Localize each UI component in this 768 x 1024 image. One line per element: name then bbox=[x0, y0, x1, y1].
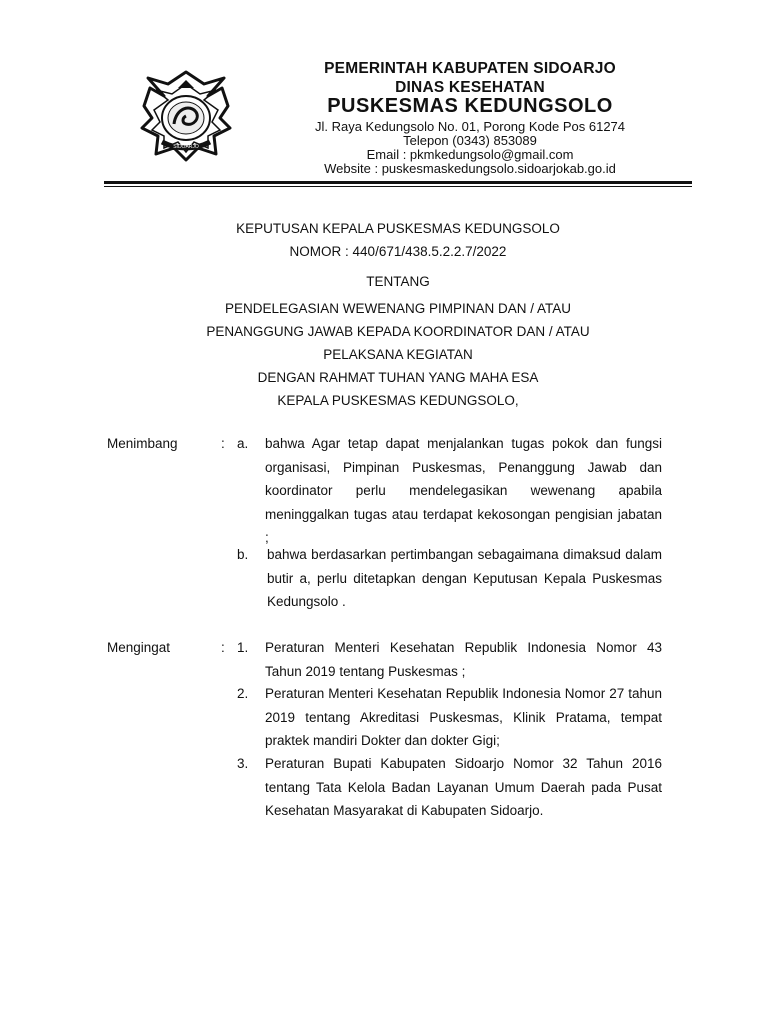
letterhead-institution: PUSKESMAS KEDUNGSOLO bbox=[327, 95, 613, 117]
list-marker: 2. bbox=[237, 686, 249, 701]
list-marker: b. bbox=[237, 547, 249, 562]
letterhead-divider-thin bbox=[104, 186, 692, 187]
decree-subject-line-3: PELAKSANA KEGIATAN bbox=[323, 347, 473, 362]
list-item-text: bahwa Agar tetap dapat menjalankan tugas pokok dan fungsi organisasi, Pimpinan Puskesmas, Penanggung Jawab dan koordinator perlu mendelegasikan wewenang apabila meninggalkan tugas atau terdapat kekosongan pengisian jabatan ; bbox=[265, 436, 662, 545]
section-label: Mengingat bbox=[107, 640, 171, 655]
section-colon: : bbox=[221, 640, 225, 655]
letterhead-phone: Telepon (0343) 853089 bbox=[403, 133, 537, 148]
list-item-text: Peraturan Bupati Kabupaten Sidoarjo Nomor 32 Tahun 2016 tentang Tata Kelola Badan Layanan Umum Daerah pada Pusat Kesehatan Masyarakat di Kabupaten Sidoarjo. bbox=[265, 756, 662, 818]
decree-about: TENTANG bbox=[366, 274, 430, 289]
letterhead-address: Jl. Raya Kedungsolo No. 01, Porong Kode Pos 61274 bbox=[314, 119, 626, 134]
decree-number: NOMOR : 440/671/438.5.2.2.7/2022 bbox=[289, 244, 507, 259]
section-colon: : bbox=[221, 436, 225, 451]
letterhead-email: Email : pkmkedungsolo@gmail.com bbox=[366, 147, 574, 162]
decree-title: KEPUTUSAN KEPALA PUSKESMAS KEDUNGSOLO bbox=[236, 221, 560, 236]
list-item-text: Peraturan Menteri Kesehatan Republik Indonesia Nomor 27 tahun 2019 tentang Akreditasi Puskesmas, Klinik Pratama, tempat praktek mandiri Dokter dan dokter Gigi; bbox=[265, 686, 662, 748]
list-item-text: bahwa berdasarkan pertimbangan sebagaimana dimaksud dalam butir a, perlu ditetapkan dengan Keputusan Kepala Puskesmas Kedungsolo . bbox=[267, 547, 662, 609]
letterhead-website: Website : puskesmaskedungsolo.sidoarjokab.go.id bbox=[324, 161, 616, 176]
decree-subject-line-2: PENANGGUNG JAWAB KEPADA KOORDINATOR DAN / ATAU bbox=[206, 324, 590, 339]
decree-grace: DENGAN RAHMAT TUHAN YANG MAHA ESA bbox=[257, 370, 539, 385]
decree-head: KEPALA PUSKESMAS KEDUNGSOLO, bbox=[277, 393, 519, 408]
decree-subject-line-1: PENDELEGASIAN WEWENANG PIMPINAN DAN / ATAU bbox=[224, 301, 572, 316]
list-marker: 1. bbox=[237, 640, 249, 655]
list-marker: a. bbox=[237, 436, 249, 451]
section-label: Menimbang bbox=[107, 436, 178, 451]
sidoarjo-regency-seal-icon bbox=[130, 66, 242, 164]
svg-text:SIDOARJO: SIDOARJO bbox=[173, 144, 199, 150]
list-item-text: Peraturan Menteri Kesehatan Republik Indonesia Nomor 43 Tahun 2019 tentang Puskesmas ; bbox=[265, 640, 662, 679]
list-marker: 3. bbox=[237, 756, 249, 771]
letterhead-government: PEMERINTAH KABUPATEN SIDOARJO bbox=[324, 60, 616, 77]
letterhead-department: DINAS KESEHATAN bbox=[395, 79, 545, 96]
letterhead-divider-thick bbox=[104, 181, 692, 184]
